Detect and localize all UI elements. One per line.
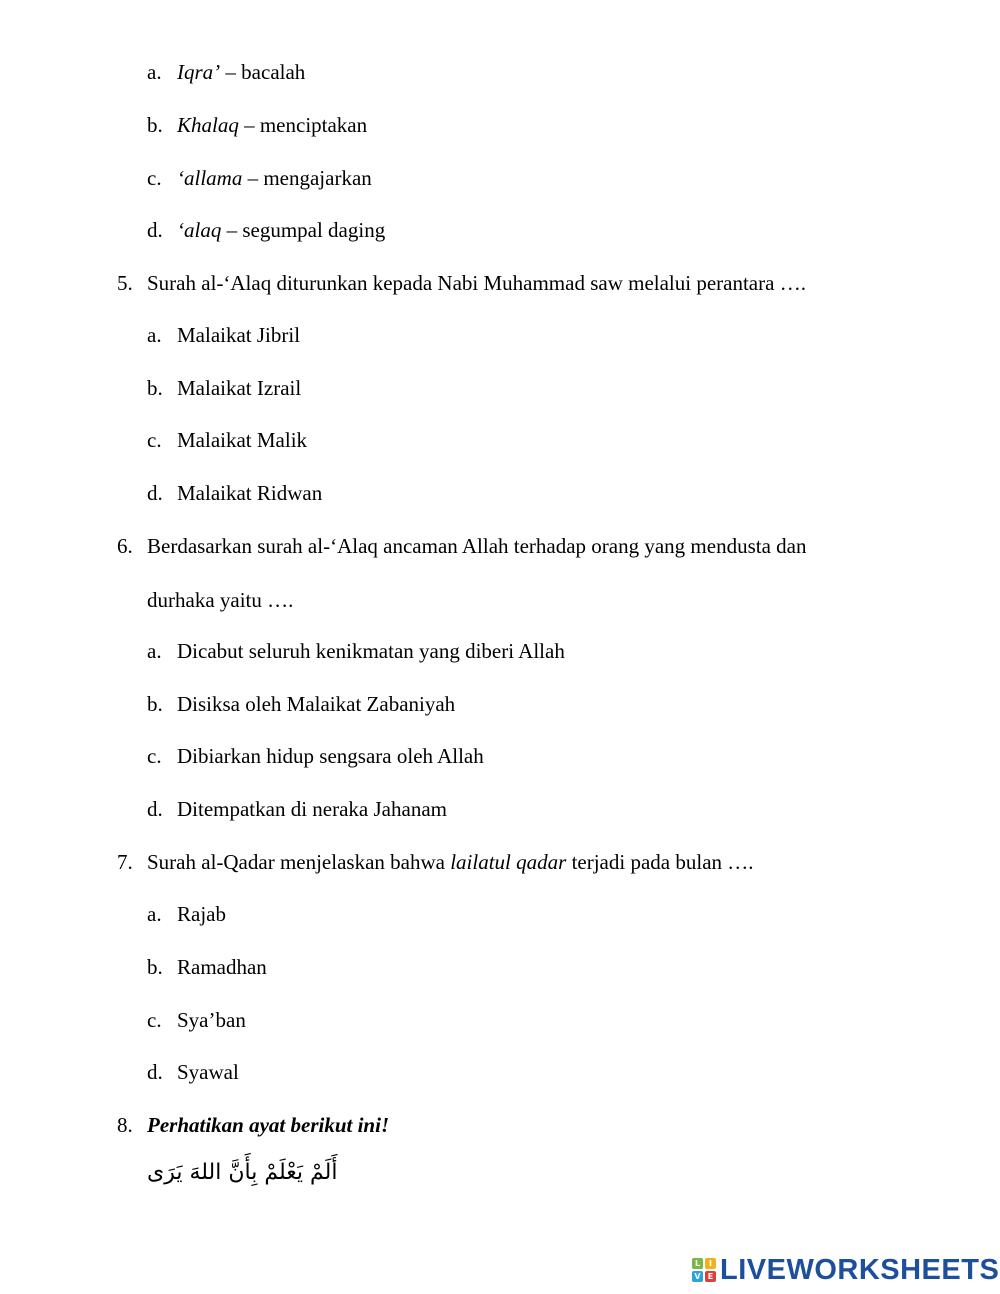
arabic-verse: أَلَمْ يَعْلَمْ بِأَنَّ اللهَ يَرَى: [147, 1160, 338, 1185]
question-6-text-line1: Berdasarkan surah al-‘Alaq ancaman Allah terhadap orang yang mendusta dan: [147, 534, 807, 558]
q5-option-b: b. Malaikat Izrail: [147, 376, 302, 400]
q4-option-d: d. ‘alaq – segumpal daging: [147, 218, 386, 242]
q4-option-c: c. ‘allama – mengajarkan: [147, 166, 372, 190]
q5-option-d: d. Malaikat Ridwan: [147, 481, 323, 505]
q6-option-c: c. Dibiarkan hidup sengsara oleh Allah: [147, 744, 484, 768]
q4-option-a: a. Iqra’ – bacalah: [147, 60, 306, 84]
q7-option-a: a. Rajab: [147, 902, 226, 926]
q4-option-b: b. Khalaq – menciptakan: [147, 113, 368, 137]
q6-option-b: b. Disiksa oleh Malaikat Zabaniyah: [147, 692, 456, 716]
question-6-text-line2: durhaka yaitu ….: [147, 588, 294, 612]
logo-text: LIVEWORKSHEETS: [720, 1254, 1000, 1286]
question-8-text: Perhatikan ayat berikut ini!: [147, 1113, 390, 1137]
q7-option-b: b. Ramadhan: [147, 955, 267, 979]
q6-option-a: a. Dicabut seluruh kenikmatan yang diberi Allah: [147, 639, 565, 663]
q5-option-c: c. Malaikat Malik: [147, 428, 308, 452]
question-6: 6. Berdasarkan surah al-‘Alaq ancaman Allah terhadap orang yang mendusta dan: [117, 534, 807, 558]
logo-squares-icon: L I V E: [692, 1258, 716, 1282]
question-7: 7. Surah al-Qadar menjelaskan bahwa lailatul qadar terjadi pada bulan ….: [117, 850, 754, 874]
q6-option-d: d. Ditempatkan di neraka Jahanam: [147, 797, 447, 821]
question-8: 8. Perhatikan ayat berikut ini!: [117, 1113, 390, 1137]
question-5: 5. Surah al-‘Alaq diturunkan kepada Nabi Muhammad saw melalui perantara ….: [117, 271, 806, 295]
q7-option-c: c. Sya’ban: [147, 1008, 246, 1032]
liveworksheets-logo: [692, 1254, 999, 1286]
q5-option-a: a. Malaikat Jibril: [147, 323, 301, 347]
question-5-text: Surah al-‘Alaq diturunkan kepada Nabi Muhammad saw melalui perantara ….: [147, 271, 806, 295]
q7-option-d: d. Syawal: [147, 1060, 239, 1084]
